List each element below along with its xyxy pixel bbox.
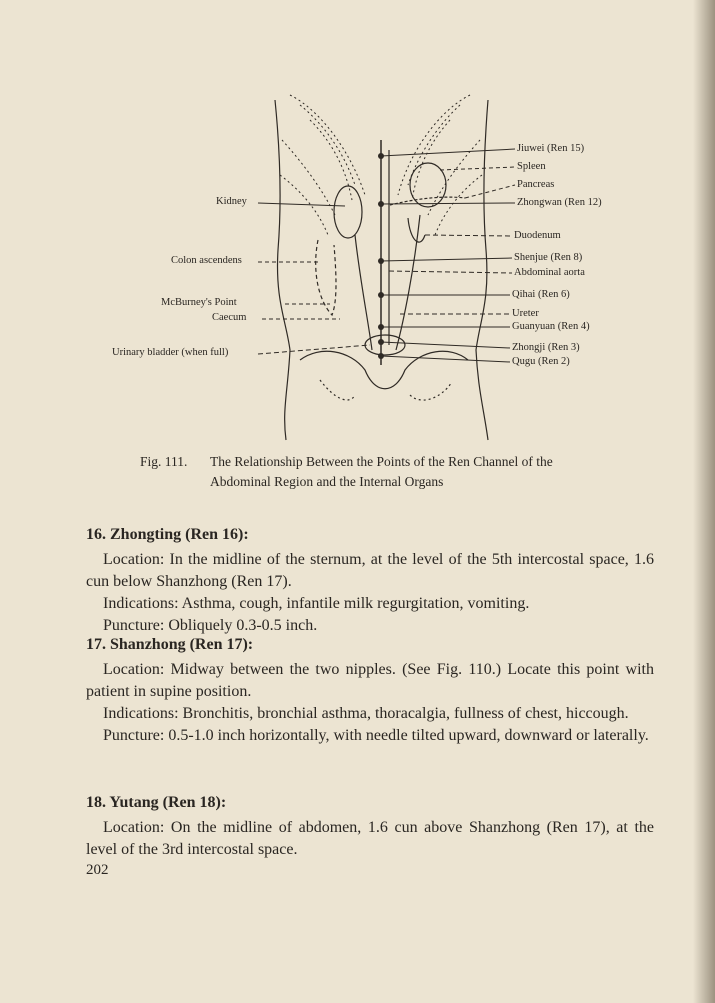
label-shenjue: Shenjue (Ren 8) [514,252,583,263]
colon-ascendens [316,240,336,315]
pelvis [300,351,468,388]
label-duodenum: Duodenum [514,230,561,241]
entry-shanzhong [86,634,654,747]
label-abdominal-aorta: Abdominal aorta [514,267,585,278]
entry-yutang [86,792,654,861]
label-qihai: Qihai (Ren 6) [512,289,570,300]
entry-indications: Indications: Asthma, cough, infantile milk regurgitation, vomiting. [103,595,530,612]
label-colon-ascendens: Colon ascendens [171,255,242,266]
entry-location: Location: On the midline of abdomen, 1.6 cun above Shanzhong (Ren 17), at the level of the 3rd intercostal space. [86,819,654,858]
entry-puncture: Puncture: 0.5-1.0 inch horizontally, with needle tilted upward, downward or laterally. [103,727,649,744]
label-mcburney-point: McBurney's Point [161,297,237,308]
figure-caption [140,452,590,492]
caption-text: The Relationship Between the Points of the Ren Channel of the Abdominal Region and the Internal Organs [210,454,553,489]
label-qugu: Qugu (Ren 2) [512,356,570,367]
torso-illustration [0,0,715,450]
entry-indications: Indications: Bronchitis, bronchial asthma, thoracalgia, fullness of chest, hiccough. [103,705,629,722]
ureter-left [355,235,372,350]
entry-zhongting [86,524,654,637]
leader-lines-left [258,203,370,354]
ureter-right [396,215,420,350]
label-kidney: Kidney [216,196,247,207]
label-jiuwei: Jiuwei (Ren 15) [517,143,585,154]
label-spleen: Spleen [517,161,546,172]
entry-location: Location: Midway between the two nipples. (See Fig. 110.) Locate this point with patient in supine position. [86,661,654,700]
label-zhongwan: Zhongwan (Ren 12) [517,197,602,208]
torso-outline-left [275,100,290,440]
entry-heading: 17. Shanzhong (Ren 17): [86,636,254,653]
caption-number: Fig. 111. [140,454,188,469]
entry-heading: 18. Yutang (Ren 18): [86,794,227,811]
label-urinary-bladder: Urinary bladder (when full) [112,347,229,358]
entry-heading: 16. Zhongting (Ren 16): [86,526,249,543]
page-number: 202 [86,862,109,878]
duodenum [408,218,425,242]
label-pancreas: Pancreas [517,179,555,190]
entry-puncture: Puncture: Obliquely 0.3-0.5 inch. [103,617,318,634]
anatomy-figure [0,0,715,450]
label-ureter: Ureter [512,308,539,319]
label-zhongji: Zhongji (Ren 3) [512,342,580,353]
pelvis-inner [320,380,452,400]
label-guanyuan: Guanyuan (Ren 4) [512,321,590,332]
entry-location: Location: In the midline of the sternum, at the level of the 5th intercostal space, 1.6 cun below Shanzhong (Ren 17). [86,551,654,590]
kidney-left [334,186,362,238]
label-caecum: Caecum [212,312,247,323]
